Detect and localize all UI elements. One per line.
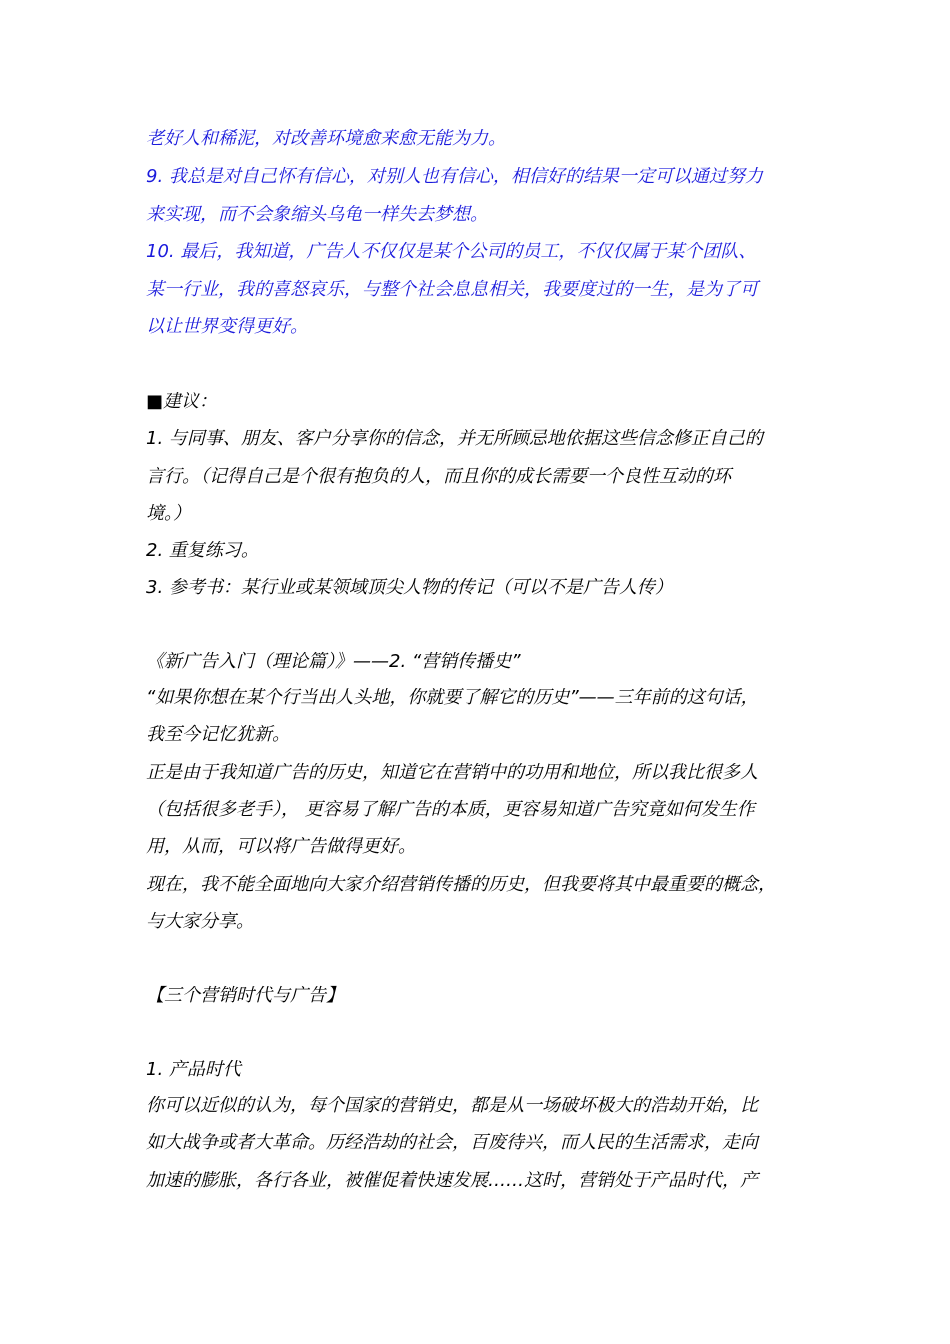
text-line: 9. 我总是对自己怀有信心，对别人也有信心，相信好的结果一定可以通过努力 <box>146 166 763 187</box>
text-line: 10. 最后，我知道，广告人不仅仅是某个公司的员工，不仅仅属于某个团队、 <box>146 241 757 262</box>
text-line: 与大家分享。 <box>146 911 254 932</box>
text-line: 言行。（记得自己是个很有抱负的人，而且你的成长需要一个良性互动的环 <box>146 466 731 487</box>
text-line: 现在，我不能全面地向大家介绍营销传播的历史，但我要将其中最重要的概念， <box>146 874 776 895</box>
text-line: 某一行业，我的喜怒哀乐，与整个社会息息相关，我要度过的一生，是为了可 <box>146 279 758 300</box>
text-line: 你可以近似的认为，每个国家的营销史，都是从一场破坏极大的浩劫开始，比 <box>146 1095 758 1116</box>
text-line: 3. 参考书：某行业或某领域顶尖人物的传记（可以不是广告人传） <box>146 577 673 598</box>
text-line: 2. 重复练习。 <box>146 540 259 561</box>
text-line: 如大战争或者大革命。历经浩劫的社会，百废待兴，而人民的生活需求，走向 <box>146 1132 758 1153</box>
text-line: 以让世界变得更好。 <box>146 316 308 337</box>
chapter-title: 《新广告入门（理论篇）》——2. “营销传播史” <box>146 651 521 672</box>
section-heading: 【三个营销时代与广告】 <box>146 985 344 1006</box>
text-line: （包括很多老手）， 更容易了解广告的本质，更容易知道广告究竟如何发生作 <box>146 799 755 820</box>
text-line: 我至今记忆犹新。 <box>146 724 290 745</box>
text-line: 1. 与同事、朋友、客户分享你的信念，并无所顾忌地依据这些信念修正自己的 <box>146 428 763 449</box>
section-subheading: 1. 产品时代 <box>146 1059 241 1080</box>
text-line: 来实现，而不会象缩头乌龟一样失去梦想。 <box>146 204 488 225</box>
text-line: 加速的膨胀，各行各业，被催促着快速发展……这时，营销处于产品时代，产 <box>146 1170 758 1191</box>
suggestions-heading: ■建议： <box>146 391 218 412</box>
text-line: 老好人和稀泥，对改善环境愈来愈无能为力。 <box>146 128 506 149</box>
text-line: “如果你想在某个行当出人头地，你就要了解它的历史”——三年前的这句话， <box>146 687 759 708</box>
text-line: 用，从而，可以将广告做得更好。 <box>146 836 416 857</box>
text-line: 境。） <box>146 503 191 524</box>
text-line: 正是由于我知道广告的历史，知道它在营销中的功用和地位，所以我比很多人 <box>146 762 758 783</box>
